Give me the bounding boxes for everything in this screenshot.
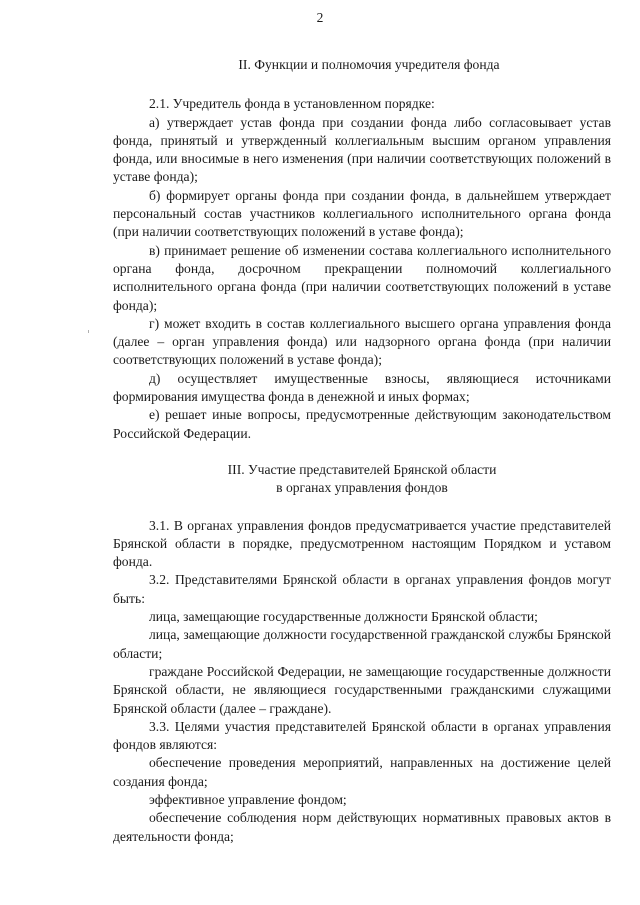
- paragraph-2-1-d: д) осуществляет имущественные взносы, являющиеся источниками формирования имущества фонда в денежной и иных формах;: [113, 370, 611, 405]
- paragraph-3-3-item-2: эффективное управление фондом;: [149, 791, 347, 807]
- section-3-heading: [113, 461, 611, 498]
- paragraph-3-1: 3.1. В органах управления фондов предусматривается участие представителей Брянской области в порядке, предусмотренном настоящим Порядком и уставом фонда.: [113, 517, 611, 570]
- section-3-heading-line-2: в органах управления фондов: [276, 480, 448, 496]
- page-number: 2: [316, 10, 324, 25]
- document-body: [113, 56, 611, 846]
- section-3-heading-line-1: III. Участие представителей Брянской области: [227, 461, 497, 477]
- paragraph-2-1-e: е) решает иные вопросы, предусмотренные действующим законодательством Российской Федерации.: [113, 407, 611, 441]
- paragraph-2-1-g: г) может входить в состав коллегиального высшего органа управления фонда (далее – орган управления фонда) или надзорного органа фонда (при наличии соответствующих положений в уставе фонда);: [113, 315, 611, 368]
- section-2-heading: II. Функции и полномочия учредителя фонда: [238, 57, 500, 72]
- scan-artifact-mark: [88, 330, 89, 333]
- paragraph-2-1-b: б) формирует органы фонда при создании фонда, в дальнейшем утверждает персональный состав участников коллегиального исполнительного органа фонда (при наличии соответствующих положений в уставе фонда);: [113, 187, 611, 240]
- paragraph-3-2-item-2: лица, замещающие должности государственной гражданской службы Брянской области;: [113, 627, 611, 661]
- paragraph-2-1: 2.1. Учредитель фонда в установленном порядке:: [149, 96, 435, 112]
- paragraph-3-3-item-1: обеспечение проведения мероприятий, направленных на достижение целей создания фонда;: [113, 755, 611, 789]
- paragraph-3-2: 3.2. Представителями Брянской области в органах управления фондов могут быть:: [113, 572, 611, 606]
- paragraph-2-1-v: в) принимает решение об изменении состава коллегиального исполнительного органа фонда, досрочном прекращении полномочий коллегиального исполнительного органа фонда (при наличии соответствующих положений в уставе фонда);: [113, 242, 611, 313]
- paragraph-3-3: 3.3. Целями участия представителей Брянской области в органах управления фондов являются:: [113, 718, 611, 753]
- paragraph-2-1-a: а) утверждает устав фонда при создании фонда либо согласовывает устав фонда, принятый и утвержденный коллегиальным высшим органом управления фонда, или вносимые в него изменения (при наличии соответствующих положений в уставе фонда);: [113, 114, 611, 185]
- paragraph-3-2-item-1: лица, замещающие государственные должности Брянской области;: [149, 609, 538, 625]
- paragraph-3-3-item-3: обеспечение соблюдения норм действующих нормативных правовых актов в деятельности фонда;: [113, 810, 611, 844]
- paragraph-3-2-item-3: граждане Российской Федерации, не замещающие государственные должности Брянской области, не являющиеся государственными гражданскими служащими Брянской области (далее – граждане).: [113, 663, 611, 716]
